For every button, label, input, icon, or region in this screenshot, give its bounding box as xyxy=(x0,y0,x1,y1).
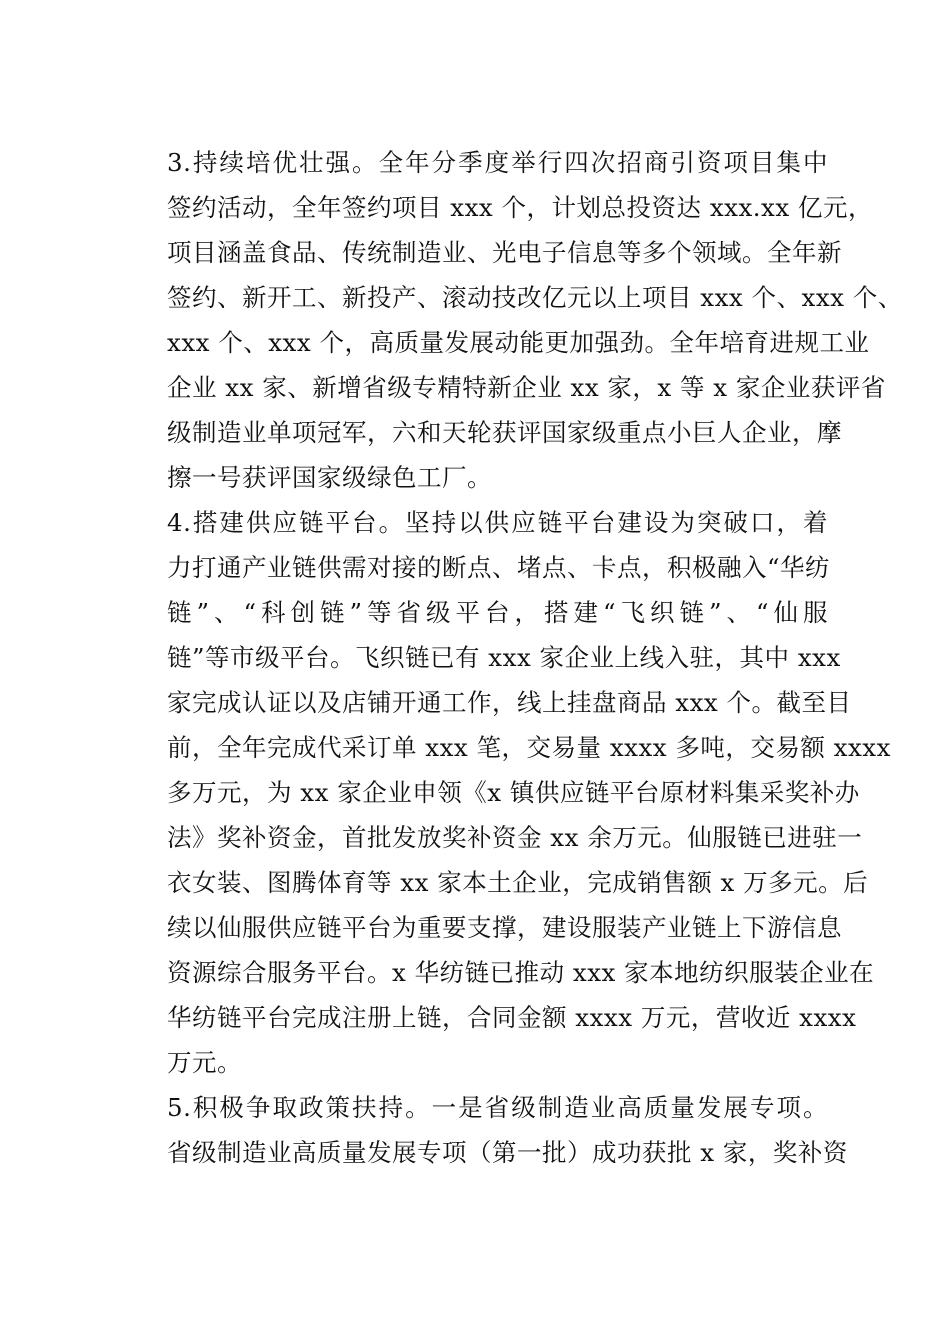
paragraph-4 xyxy=(118,500,891,1085)
text-line: 链”等市级平台。飞织链已有 xxx 家企业上线入驻，其中 xxx xyxy=(167,643,841,672)
text-line: 级制造业单项冠军，六和天轮获评国家级重点小巨人企业，摩 xyxy=(167,418,842,447)
document-page xyxy=(118,140,903,1175)
text-line: 法》奖补资金，首批发放奖补资金 xx 余万元。仙服链已进驻一 xyxy=(167,823,863,852)
text-line: 链”、“科创链”等省级平台，搭建“飞织链”、“仙服 xyxy=(167,598,828,627)
text-line: 签约、新开工、新投产、滚动技改亿元以上项目 xxx 个、xxx 个、 xyxy=(167,283,903,312)
text-line: 华纺链平台完成注册上链，合同金额 xxxx 万元，营收近 xxxx xyxy=(167,1003,857,1032)
text-line: 多万元，为 xx 家企业申领《x 镇供应链平台原材料集采奖补办 xyxy=(167,778,860,807)
text-line: 签约活动，全年签约项目 xxx 个，计划总投资达 xxx.xx 亿元， xyxy=(167,193,873,222)
text-line: 家完成认证以及店铺开通工作，线上挂盘商品 xxx 个。截至目 xyxy=(167,688,852,717)
text-line: 企业 xx 家、新增省级专精特新企业 xx 家，x 等 x 家企业获评省 xyxy=(167,373,886,402)
text-line: 4.搭建供应链平台。坚持以供应链平台建设为突破口，着 xyxy=(167,508,828,537)
paragraph-3 xyxy=(118,140,903,500)
text-line: xxx 个、xxx 个，高质量发展动能更加强劲。全年培育进规工业 xyxy=(167,328,870,357)
text-line: 3.持续培优壮强。全年分季度举行四次招商引资项目集中 xyxy=(167,148,828,177)
text-line: 擦一号获评国家级绿色工厂。 xyxy=(167,463,492,492)
text-line: 资源综合服务平台。x 华纺链已推动 xxx 家本地纺织服装企业在 xyxy=(167,958,875,987)
paragraph-5 xyxy=(118,1085,848,1175)
text-line: 前，全年完成代采订单 xxx 笔，交易量 xxxx 多吨，交易额 xxxx xyxy=(167,733,891,762)
text-line: 省级制造业高质量发展专项（第一批）成功获批 x 家，奖补资 xyxy=(167,1138,848,1167)
text-line: 力打通产业链供需对接的断点、堵点、卡点，积极融入“华纺 xyxy=(167,553,831,582)
text-line: 项目涵盖食品、传统制造业、光电子信息等多个领域。全年新 xyxy=(167,238,842,267)
text-line: 万元。 xyxy=(167,1048,242,1077)
text-line: 5.积极争取政策扶持。一是省级制造业高质量发展专项。 xyxy=(167,1093,828,1122)
text-line: 衣女装、图腾体育等 xx 家本土企业，完成销售额 x 万多元。后 xyxy=(167,868,869,897)
text-line: 续以仙服供应链平台为重要支撑，建设服装产业链上下游信息 xyxy=(167,913,842,942)
